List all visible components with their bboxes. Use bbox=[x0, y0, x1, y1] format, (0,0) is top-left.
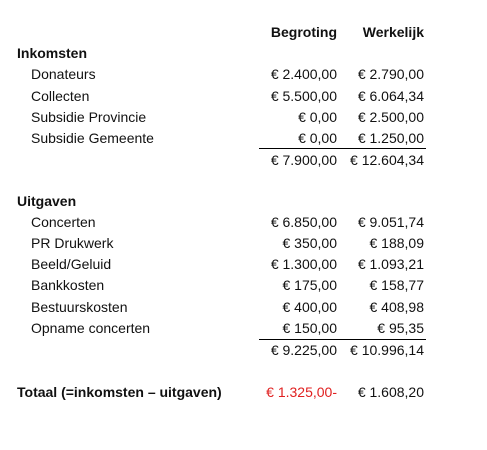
expenses-sum-rule bbox=[259, 339, 426, 340]
budget-value: € 6.850,00 bbox=[270, 214, 337, 230]
actual-value: € 2.790,00 bbox=[357, 66, 424, 82]
budget-value: € 400,00 bbox=[282, 299, 337, 315]
column-header-budget: Begroting bbox=[270, 24, 337, 40]
actual-value: € 2.500,00 bbox=[357, 109, 424, 125]
income-subtotal-row bbox=[0, 152, 487, 173]
row-label: Concerten bbox=[31, 214, 96, 230]
row-label: Bestuurskosten bbox=[31, 299, 128, 315]
actual-value: € 95,35 bbox=[377, 320, 424, 336]
actual-value: € 158,77 bbox=[369, 277, 424, 293]
actual-value: € 408,98 bbox=[369, 299, 424, 315]
expenses-heading-row bbox=[0, 193, 487, 214]
income-heading: Inkomsten bbox=[17, 45, 88, 61]
budget-value: € 0,00 bbox=[298, 130, 337, 146]
table-row bbox=[0, 88, 487, 109]
row-label: Bankkosten bbox=[31, 277, 105, 293]
table-row bbox=[0, 256, 487, 277]
budget-value: € 150,00 bbox=[282, 320, 337, 336]
total-actual-value: € 1.608,20 bbox=[357, 384, 424, 400]
budget-value: € 350,00 bbox=[282, 235, 337, 251]
row-label: Subsidie Gemeente bbox=[31, 130, 154, 146]
total-budget-value: € 1.325,00- bbox=[266, 384, 337, 400]
actual-value: € 1.250,00 bbox=[357, 130, 424, 146]
expenses-subtotal-actual: € 10.996,14 bbox=[350, 342, 424, 358]
row-label: Collecten bbox=[31, 88, 90, 104]
budget-value: € 175,00 bbox=[282, 277, 337, 293]
budget-value: € 2.400,00 bbox=[270, 66, 337, 82]
income-subtotal-actual: € 12.604,34 bbox=[350, 152, 424, 168]
budget-value: € 1.300,00 bbox=[270, 256, 337, 272]
expenses-subtotal-budget: € 9.225,00 bbox=[270, 342, 337, 358]
actual-value: € 1.093,21 bbox=[357, 256, 424, 272]
table-row bbox=[0, 66, 487, 87]
expenses-subtotal-row bbox=[0, 342, 487, 363]
table-row bbox=[0, 277, 487, 298]
budget-value: € 0,00 bbox=[298, 109, 337, 125]
table-row bbox=[0, 109, 487, 130]
income-heading-row bbox=[0, 45, 487, 66]
row-label: Subsidie Provincie bbox=[31, 109, 147, 125]
actual-value: € 188,09 bbox=[369, 235, 424, 251]
row-label: Opname concerten bbox=[31, 320, 151, 336]
table-row bbox=[0, 214, 487, 235]
expenses-heading: Uitgaven bbox=[17, 193, 77, 209]
table-row bbox=[0, 235, 487, 256]
total-label: Totaal (=inkomsten – uitgaven) bbox=[17, 384, 222, 400]
column-header-actual: Werkelijk bbox=[362, 24, 424, 40]
income-subtotal-budget: € 7.900,00 bbox=[270, 152, 337, 168]
row-label: Beeld/Geluid bbox=[31, 256, 112, 272]
table-row bbox=[0, 320, 487, 341]
budget-value: € 5.500,00 bbox=[270, 88, 337, 104]
total-row bbox=[0, 384, 487, 405]
table-row bbox=[0, 299, 487, 320]
row-label: Donateurs bbox=[31, 66, 96, 82]
income-sum-rule bbox=[259, 148, 426, 149]
actual-value: € 9.051,74 bbox=[357, 214, 424, 230]
actual-value: € 6.064,34 bbox=[357, 88, 424, 104]
row-label: PR Drukwerk bbox=[31, 235, 114, 251]
